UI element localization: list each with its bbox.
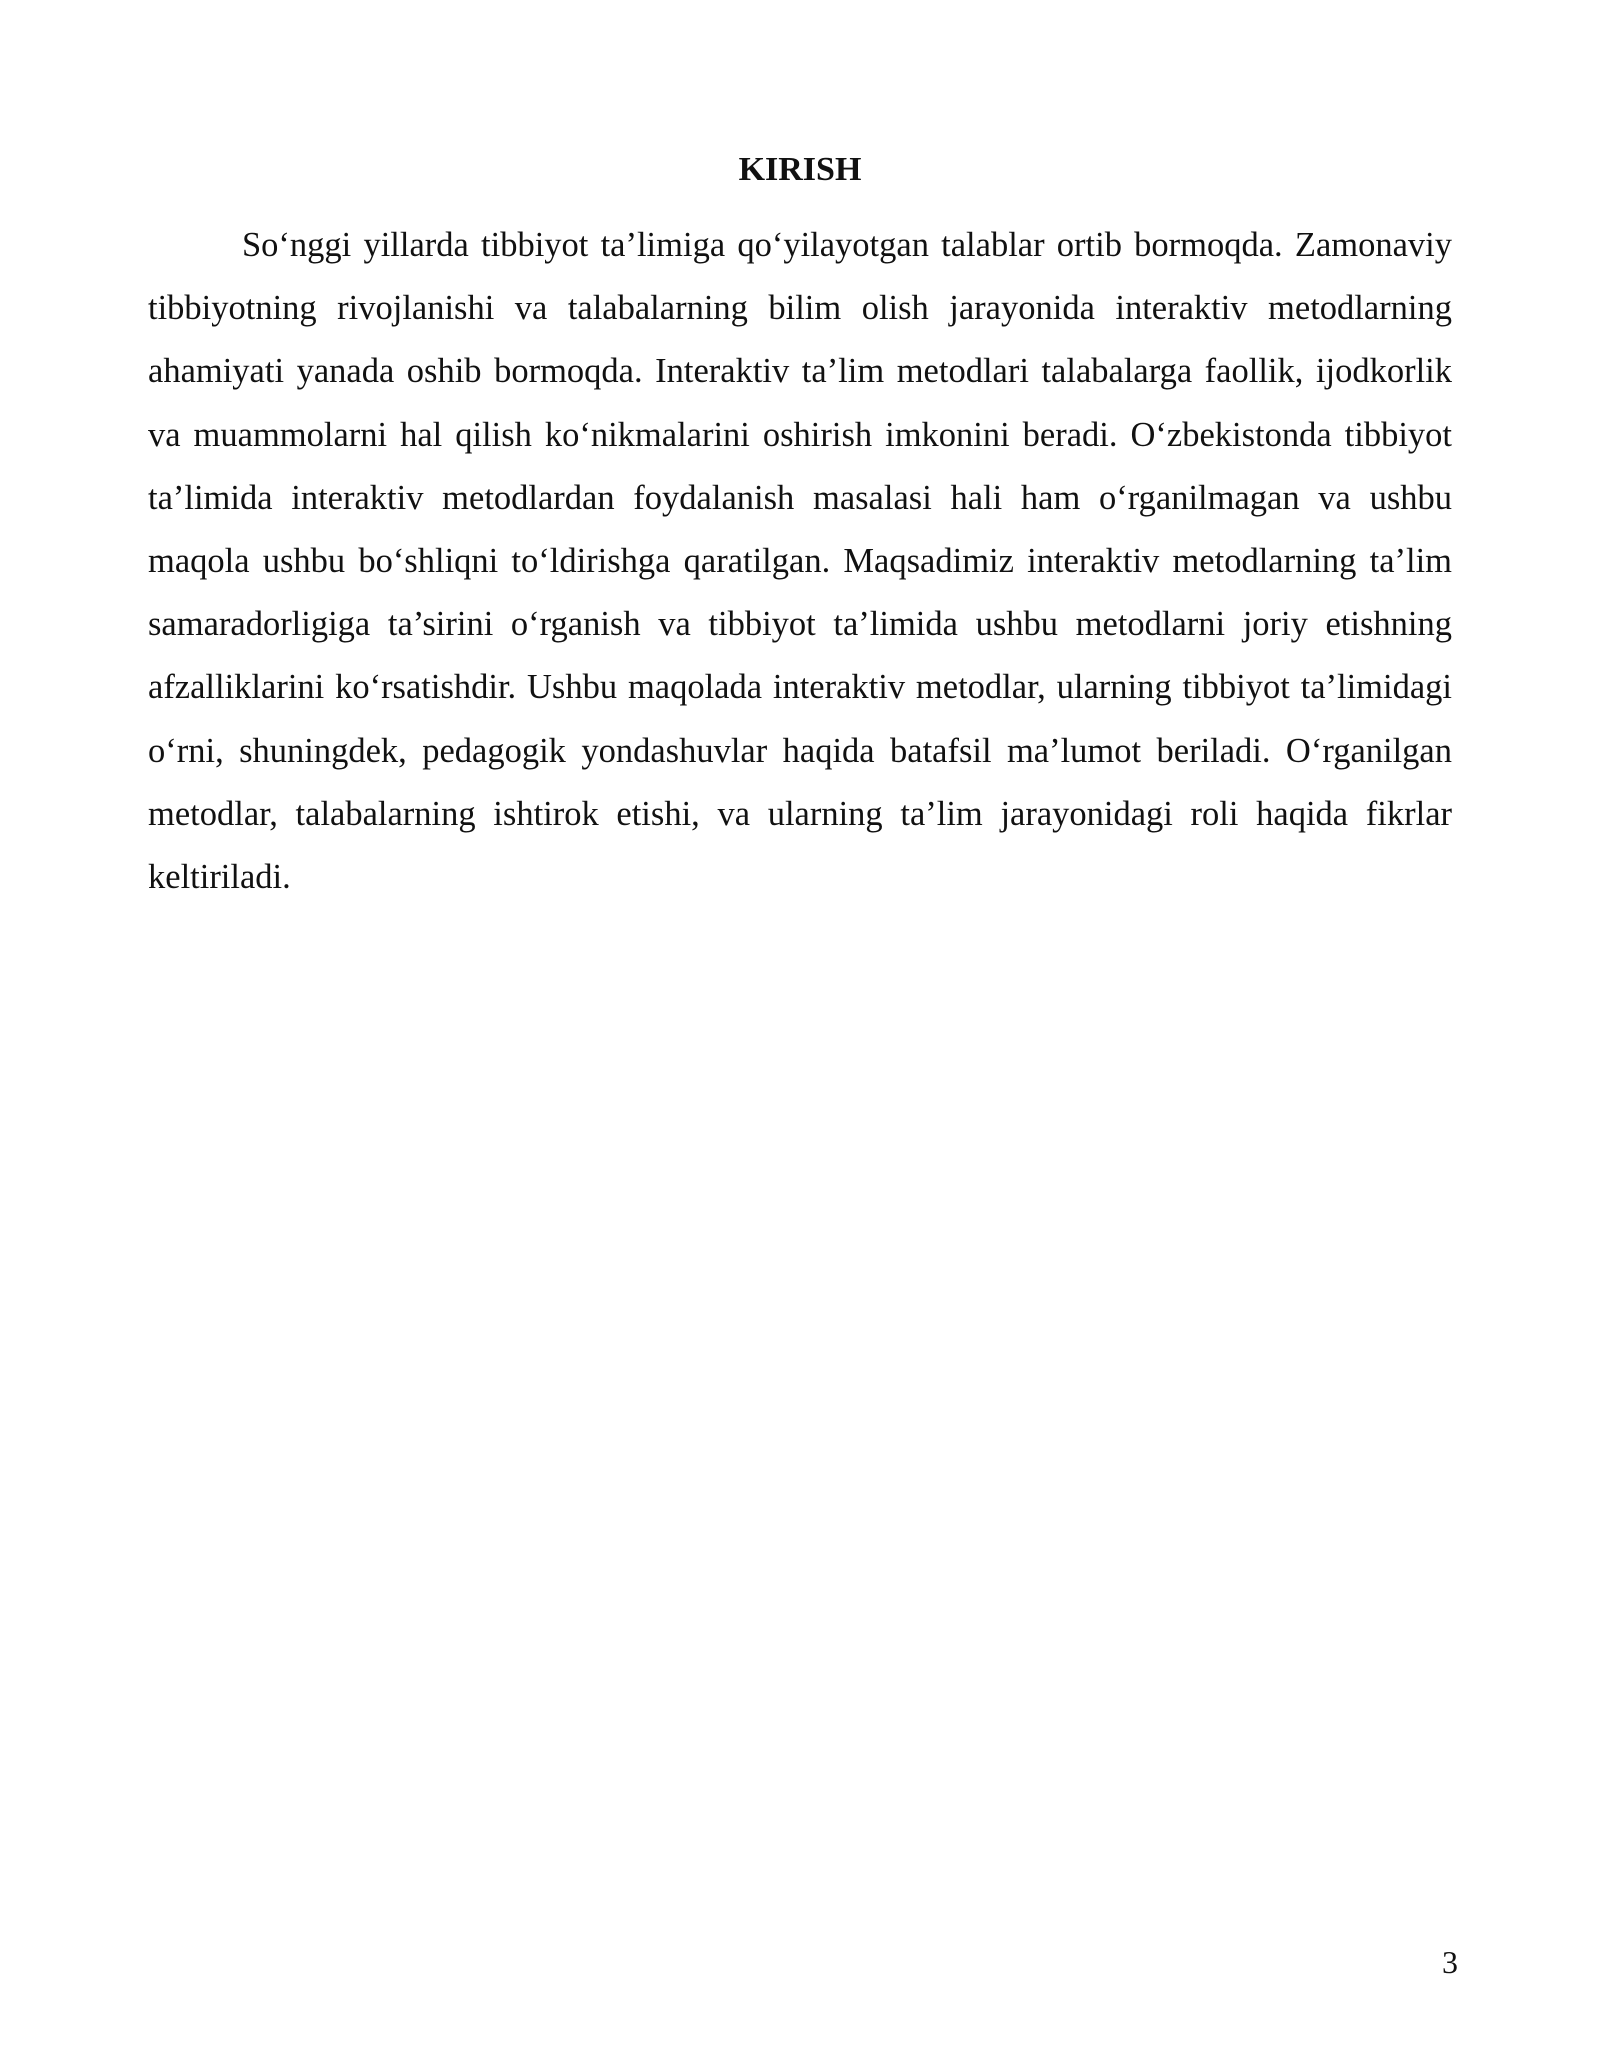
body-paragraph: So‘nggi yillarda tibbiyot ta’limiga qo‘yilayotgan talablar ortib bormoqda. Zamonaviy tibbiyotning rivojlanishi va talabalarning bilim olish jarayonida interaktiv metodlarning ahamiyati yanada oshib bormoqda. Interaktiv ta’lim metodlari talabalarga faollik, ijodkorlik va muammolarni hal qilish ko‘nikmalarini oshirish imkonini beradi. O‘zbekistonda tibbiyot ta’limida interaktiv metodlardan foydalanish masalasi hali ham o‘rganilmagan va ushbu maqola ushbu bo‘shliqni to‘ldirishga qaratilgan. Maqsadimiz interaktiv metodlarning ta’lim samaradorligiga ta’sirini o‘rganish va tibbiyot ta’limida ushbu metodlarni joriy etishning afzalliklarini ko‘rsatishdir. Ushbu maqolada interaktiv metodlar, ularning tibbiyot ta’limidagi o‘rni, shuningdek, pedagogik yondashuvlar haqida batafsil ma’lumot beriladi. O‘rganilgan metodlar, talabalarning ishtirok etishi, va ularning ta’lim jarayonidagi roli haqida fikrlar keltiriladi.: [148, 226, 1452, 897]
page-number: 3: [1442, 1944, 1458, 1980]
section-heading: KIRISH: [738, 151, 862, 188]
